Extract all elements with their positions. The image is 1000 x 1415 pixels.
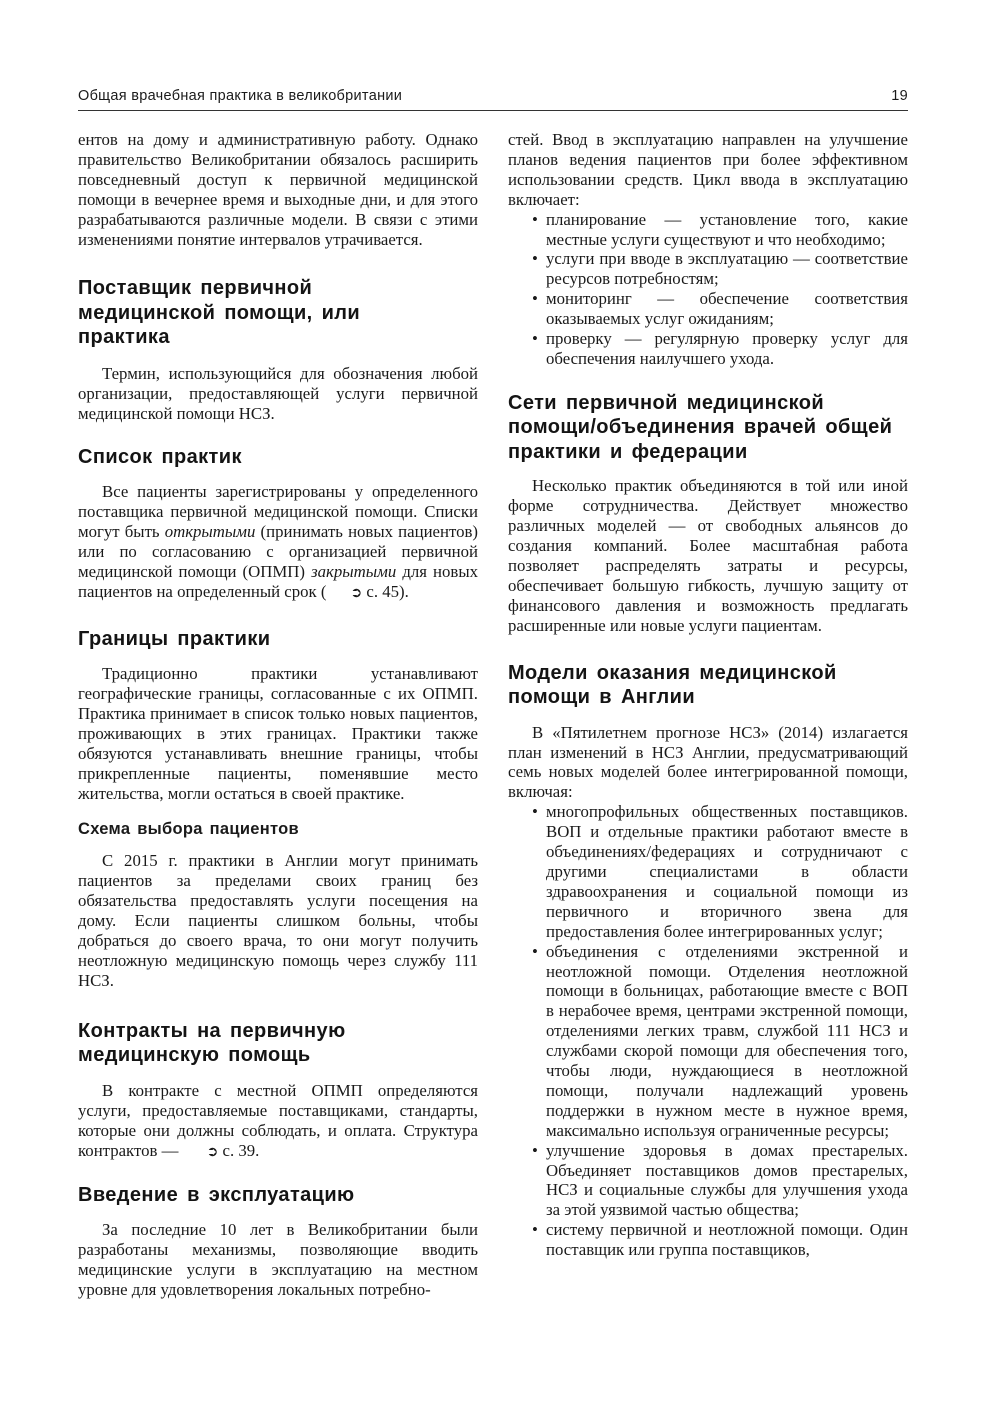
list-item: • планирование — установление того, какие местные услуги существуют и что необходимо;: [508, 210, 908, 250]
arrow-right-circle-icon: ➲: [206, 1143, 219, 1160]
heading-contracts: Контракты на первичную медицинскую помощь: [78, 1019, 346, 1067]
networks-paragraph: Несколько практик объединяются в той или иной форме сотрудничества. Действует множество различных моделей — от свободных альянсов до создания компаний. Более масштабная работа позволяет распределять затраты и ресурсы, обеспечивает большую гибкость, лучшую защиту от финансового давления и возможность предлагать расширенные или новые услуги пациентам.: [508, 476, 908, 635]
commissioning-cycle-list: [508, 210, 908, 369]
practice-list-paragraph: Все пациенты зарегистрированы у определенного поставщика первичной медицинской помощи. Списки могут быть открытыми (принимать новых пациентов) или по согласованию с организацией первичной медицинской помощи (ОПМП) закрытыми для новых пациентов на определенный срок ( ➲ с. 45).: [78, 482, 478, 601]
right-column: [508, 130, 908, 1260]
running-header: [78, 88, 908, 111]
arrow-right-circle-icon: ➲: [350, 584, 363, 601]
list-item: • улучшение здоровья в домах престарелых. Объединяет поставщиков домов престарелых, НСЗ и социальные службы для улучшения ухода за этой уязвимой частью общества;: [508, 1141, 908, 1221]
heading-patient-choice: Схема выбора пациентов: [78, 820, 299, 839]
care-models-paragraph: В «Пятилетнем прогнозе НСЗ» (2014) излагается план изменений в НСЗ Англии, предусматривающий семь новых моделей более интегрированной помощи, включая:: [508, 722, 908, 802]
intro-paragraph: ентов на дому и административную работу. Однако правительство Великобритании обязалось расширить повседневный доступ к первичной медицинской помощи в вечернее время и выходные дни, и для этого разрабатываются различные модели. В связи с этими изменениями понятие интервалов утрачивается.: [78, 130, 478, 249]
patient-choice-paragraph: С 2015 г. практики в Англии могут принимать пациентов за пределами своих границ без обязательства предоставлять услуги посещения на дому. Если пациенты слишком больны, чтобы добраться до своего врача, то они могут получить неотложную медицинскую помощь через службу 111 НСЗ.: [78, 851, 478, 990]
provider-paragraph: Термин, использующийся для обозначения любой организации, предоставляющей услуги первичной медицинской помощи НСЗ.: [78, 363, 478, 423]
left-column: [78, 130, 478, 1300]
heading-care-models: Модели оказания медицинской помощи в Англии: [508, 661, 837, 709]
contracts-paragraph: В контракте с местной ОПМП определяются услуги, предоставляемые поставщиками, стандарты, которые они должны соблюдать, и оплата. Структура контрактов — ➲ с. 39.: [78, 1080, 478, 1160]
heading-practice-list: Список практик: [78, 445, 242, 468]
boundaries-paragraph: Традиционно практики устанавливают географические границы, согласованные с их ОПМП. Практика принимает в список только новых пациентов, проживающих в этих границах. Практики также обязуются устанавливать внешние границы, чтобы прикрепленные пациенты, поменявшие место жительства, могли остаться в своей практике.: [78, 664, 478, 803]
page-number: 19: [891, 88, 908, 104]
care-models-list: [508, 802, 908, 1260]
list-item: • услуги при вводе в эксплуатацию — соответствие ресурсов потребностям;: [508, 249, 908, 289]
running-title: Общая врачебная практика в великобритании: [78, 88, 403, 104]
list-item: • проверку — регулярную проверку услуг для обеспечения наилучшего ухода.: [508, 329, 908, 369]
list-item: • систему первичной и неотложной помощи. Один поставщик или группа поставщиков,: [508, 1220, 908, 1260]
heading-networks: Сети первичной медицинской помощи/объединения врачей общей практики и федерации: [508, 391, 893, 463]
heading-provider: Поставщик первичной медицинской помощи, или практика: [78, 277, 361, 349]
commissioning-paragraph: За последние 10 лет в Великобритании были разработаны механизмы, позволяющие вводить медицинские услуги в эксплуатацию на местном уровне для удовлетворения локальных потребно-: [78, 1219, 478, 1299]
commissioning-continued-paragraph: стей. Ввод в эксплуатацию направлен на улучшение планов ведения пациентов при более эффективном использовании средств. Цикл ввода в эксплуатацию включает:: [508, 130, 908, 209]
heading-practice-boundaries: Границы практики: [78, 627, 271, 650]
heading-commissioning: Введение в эксплуатацию: [78, 1184, 355, 1207]
list-item: • многопрофильных общественных поставщиков. ВОП и отдельные практики работают вместе в объединениях/федерациях и сотрудничают с другими специалистами в области здравоохранения и социальной помощи из первичного и вторичного звена для предоставления более интегрированных услуг;: [508, 802, 908, 941]
list-item: • объединения с отделениями экстренной и неотложной помощи. Отделения неотложной помощи в больницах, работающие вместе с ВОП в нерабочее время, центрами экстренной помощи, отделениями легких травм, службой 111 НСЗ и службами скорой помощи для обеспечения того, чтобы люди, нуждающиеся в неотложной помощи, получали надлежащий уровень поддержки в нужном месте в нужное время, максимально используя ограниченные ресурсы;: [508, 942, 908, 1141]
list-item: • мониторинг — обеспечение соответствия оказываемых услуг ожиданиям;: [508, 289, 908, 329]
